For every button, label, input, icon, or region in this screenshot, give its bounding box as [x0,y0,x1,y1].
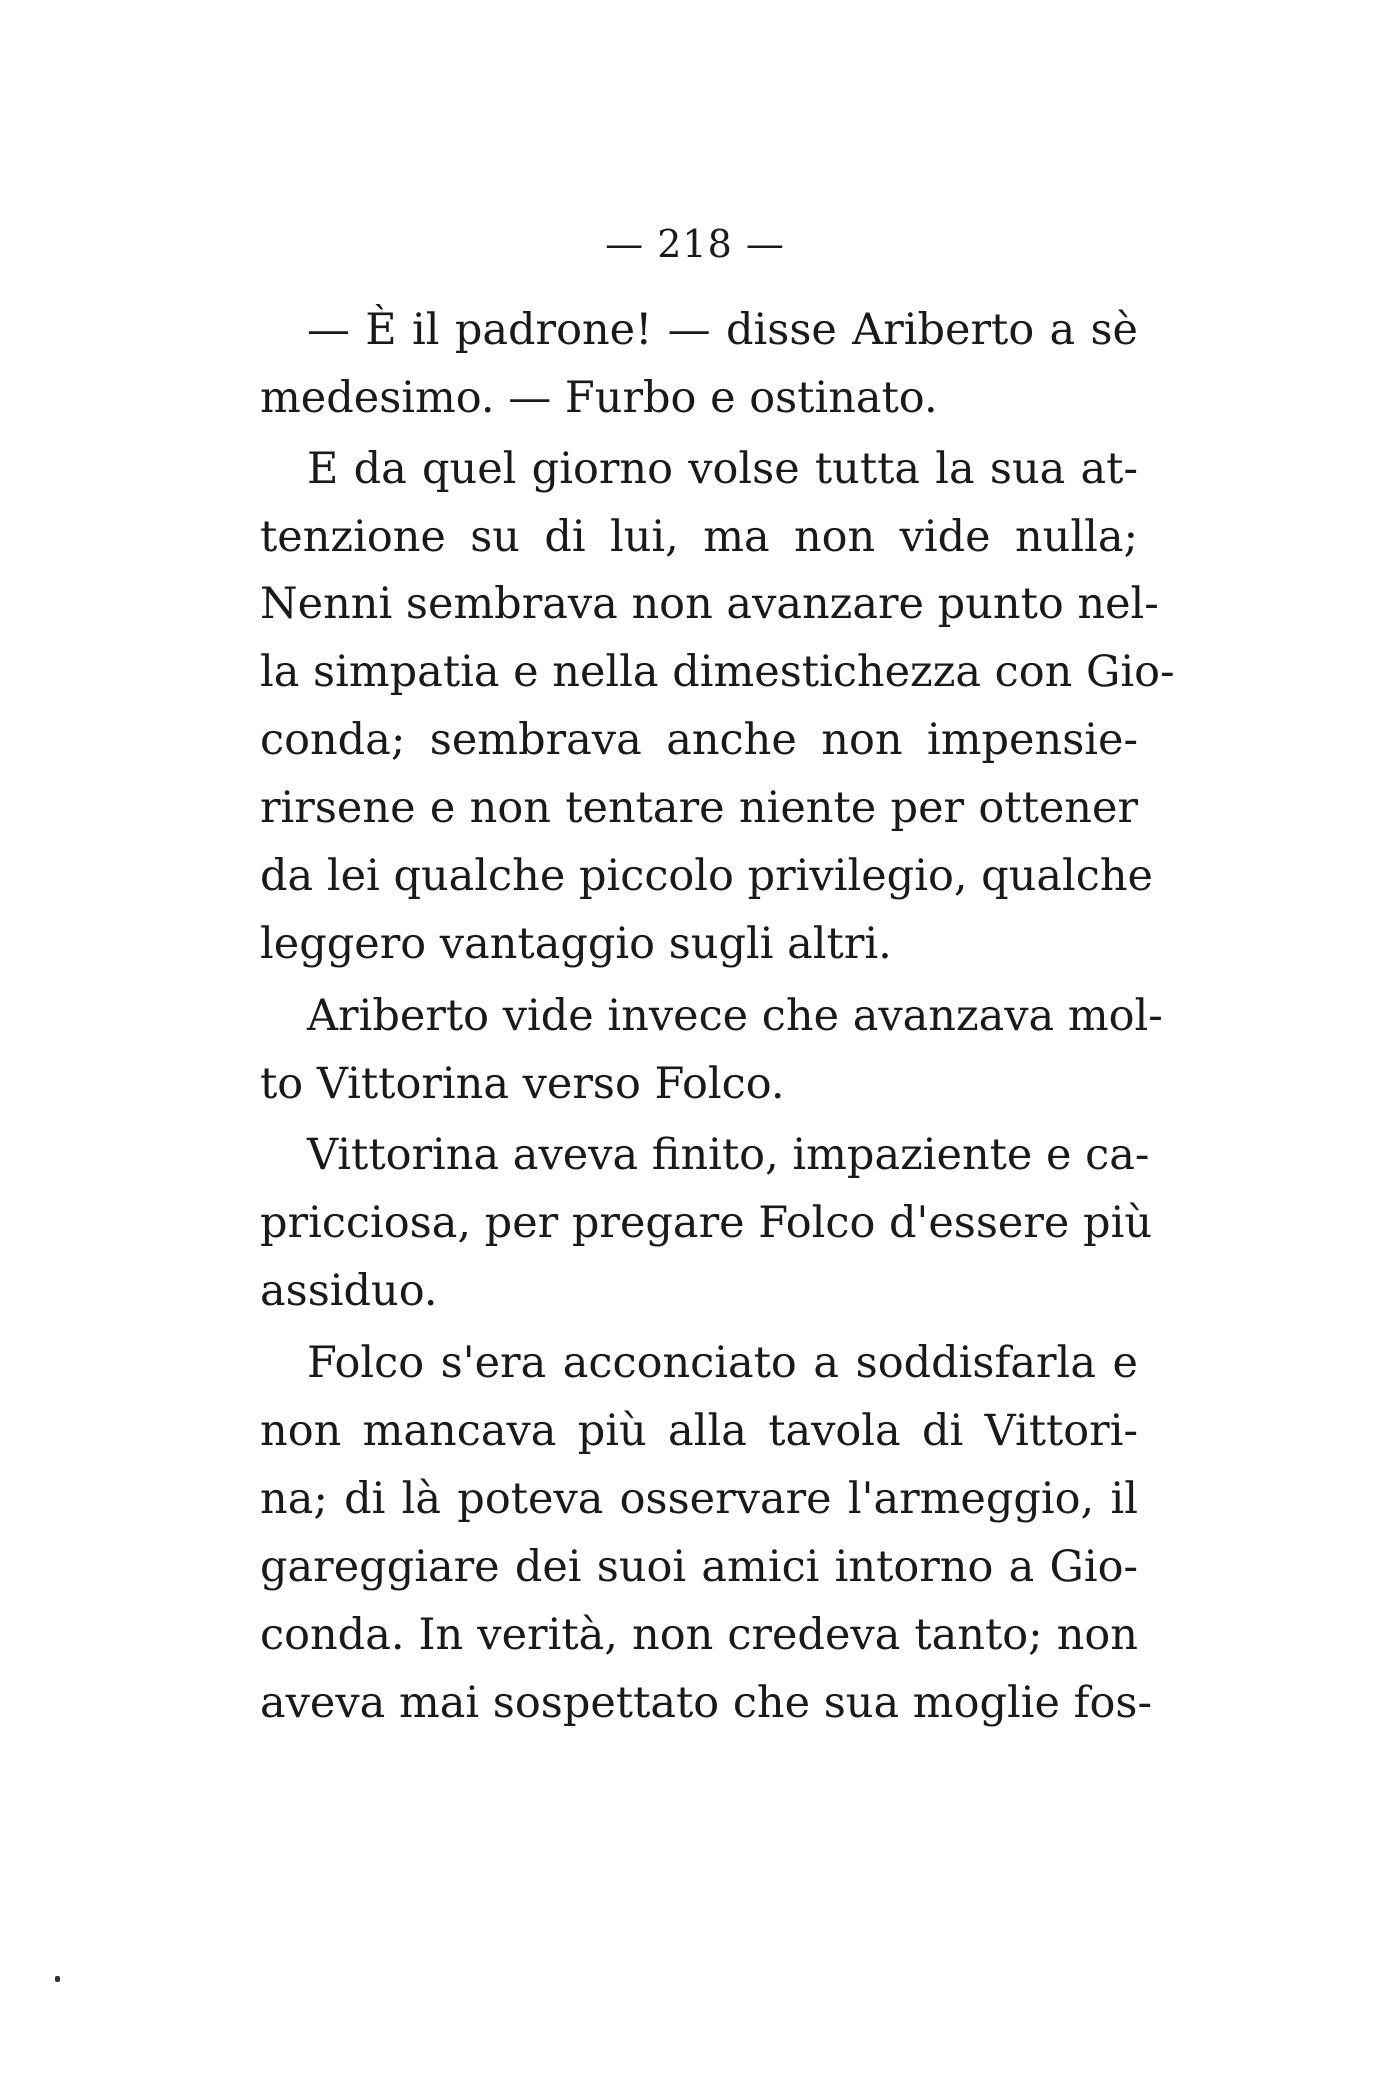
text-line: Nenni sembrava non avanzare punto nel- [260,579,1159,629]
text-line: leggero vantaggio sugli altri. [260,919,892,969]
text-line: assiduo. [260,1266,438,1316]
text-line: Ariberto vide invece che avanzava mol- [307,991,1163,1041]
scan-speck [55,1976,60,1982]
text-line: conda. In verità, non credeva tanto; non [260,1610,1138,1660]
text-line: aveva mai sospettato che sua moglie fos- [260,1678,1152,1728]
text-line: rirsene e non tentare niente per ottener [260,783,1138,833]
page-number: — 218 — [605,222,785,266]
text-line: gareggiare dei suoi amici intorno a Gio- [260,1542,1138,1592]
text-line: da lei qualche piccolo privilegio, qualche [260,851,1154,901]
text-line: to Vittorina verso Folco. [260,1059,785,1109]
text-line: conda; sembrava anche non impensie- [260,715,1138,765]
text-line: na; di là poteva osservare l'armeggio, il [260,1474,1138,1524]
text-line: pricciosa, per pregare Folco d'essere più [260,1198,1153,1248]
text-line: tenzione su di lui, ma non vide nulla; [260,512,1138,562]
text-line: Vittorina aveva finito, impaziente e ca- [307,1130,1150,1180]
text-line: Folco s'era acconciato a soddisfarla e [307,1338,1138,1388]
text-line: non mancava più alla tavola di Vittori- [260,1406,1138,1456]
text-line: la simpatia e nella dimestichezza con Gio- [260,647,1175,697]
text-line: medesimo. — Furbo e ostinato. [260,373,938,423]
text-line: — È il padrone! — disse Ariberto a sè [307,305,1138,355]
text-line: E da quel giorno volse tutta la sua at- [307,444,1138,494]
